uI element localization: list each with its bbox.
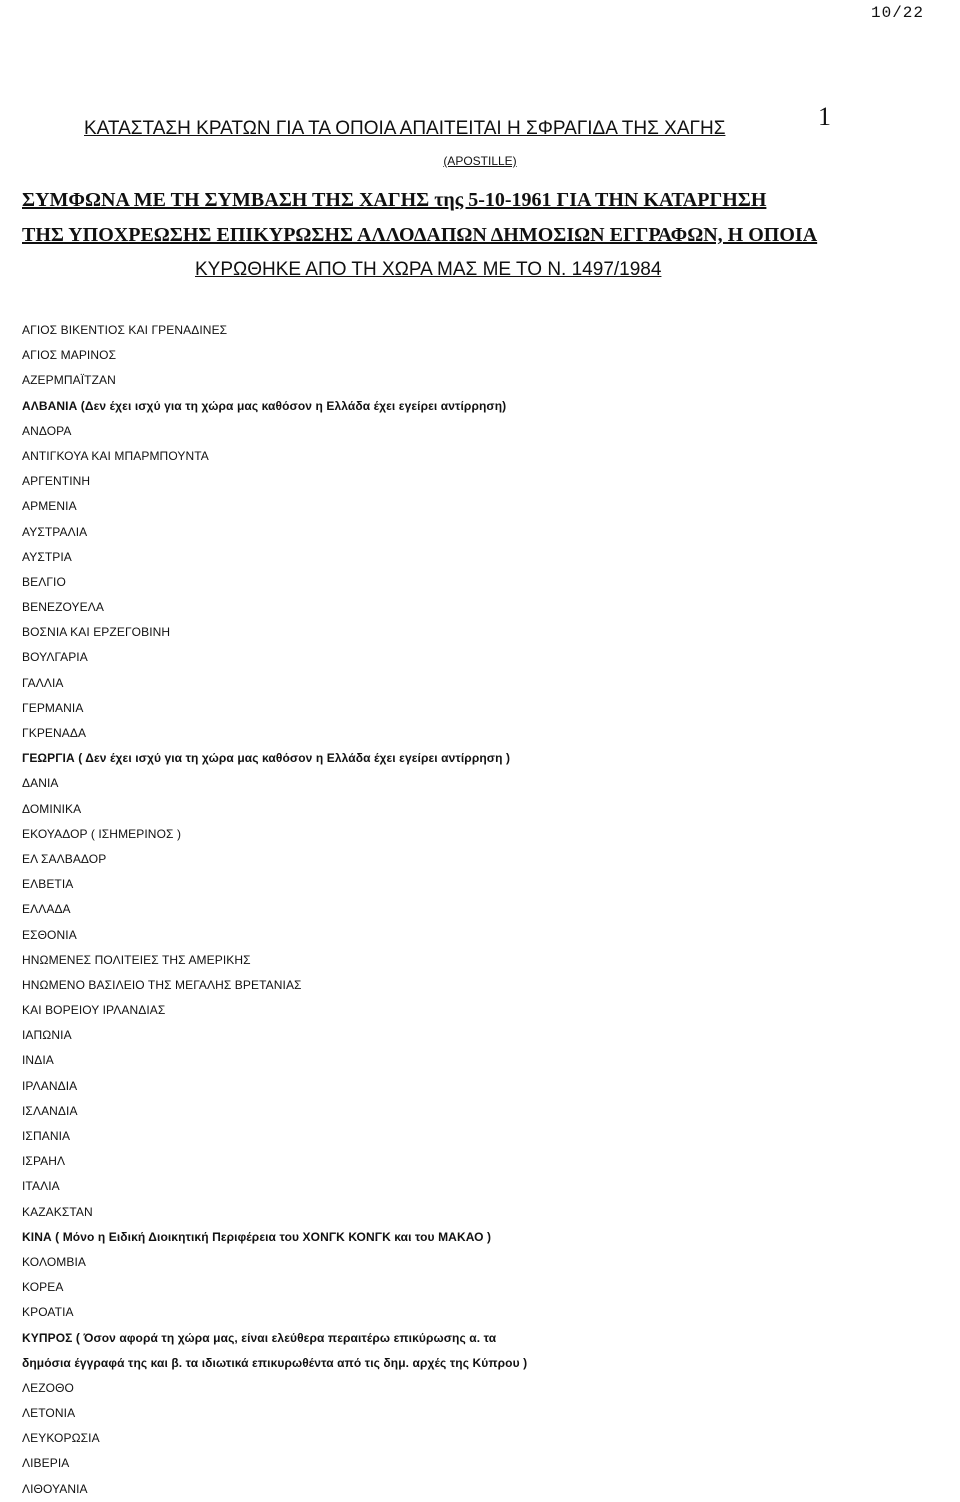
country-item — [22, 1275, 952, 1300]
country-name: ΙΡΛΑΝΔΙΑ — [22, 1078, 78, 1093]
country-name: ΑΓΙΟΣ ΜΑΡΙΝΟΣ — [22, 348, 117, 363]
country-name: ΑΛΒΑΝΙΑ — [22, 398, 78, 413]
country-item — [22, 645, 952, 670]
country-name: ΕΛΒΕΤΙΑ — [22, 877, 74, 892]
country-item — [22, 1401, 952, 1426]
country-name: ΕΛ ΣΑΛΒΑΔΟΡ — [22, 851, 107, 866]
country-name: ΛΙΘΟΥΑΝΙΑ — [22, 1481, 88, 1496]
section-number: 1 — [818, 102, 831, 131]
country-item — [22, 973, 952, 998]
country-item — [22, 1250, 952, 1275]
country-item — [22, 1149, 952, 1174]
country-name: ΑΥΣΤΡΙΑ — [22, 549, 72, 564]
country-item — [22, 1300, 952, 1325]
country-note: ( Δεν έχει ισχύ για τη χώρα μας καθόσον η Ελλάδα έχει εγείρει αντίρρηση ) — [74, 751, 511, 766]
country-item — [22, 671, 952, 696]
country-note: ( Όσον αφορά τη χώρα μας, είναι ελεύθερα περαιτέρω επικύρωσης α. τα — [72, 1330, 497, 1345]
country-list — [22, 318, 952, 1502]
country-item — [22, 343, 952, 368]
country-item — [22, 318, 952, 343]
country-name: ΙΤΑΛΙΑ — [22, 1179, 60, 1194]
country-item — [22, 1048, 952, 1073]
country-item — [22, 721, 952, 746]
country-name: ΛΕΥΚΟΡΩΣΙΑ — [22, 1431, 100, 1446]
country-item — [22, 1174, 952, 1199]
country-item — [22, 1376, 952, 1401]
country-name: ΚΡΟΑΤΙΑ — [22, 1305, 74, 1320]
country-item — [22, 897, 952, 922]
country-name: ΒΟΣΝΙΑ ΚΑΙ ΕΡΖΕΓΟΒΙΝΗ — [22, 625, 171, 640]
heading-line-3: ΣΥΜΦΩΝΑ ΜΕ ΤΗ ΣΥΜΒΑΣΗ ΤΗΣ ΧΑΓΗΣ της 5-10-1961 ΓΙΑ ΤΗΝ ΚΑΤΑΡΓΗΣΗ — [22, 189, 767, 211]
country-item — [22, 696, 952, 721]
country-item — [22, 998, 952, 1023]
country-name: ΚΥΠΡΟΣ — [22, 1330, 73, 1345]
heading-line-1: ΚΑΤΑΣΤΑΣΗ ΚΡΑΤΩΝ ΓΙΑ ΤΑ ΟΠΟΙΑ ΑΠΑΙΤΕΙΤΑΙ Η ΣΦΡΑΓΙΔΑ ΤΗΣ ΧΑΓΗΣ — [84, 118, 726, 139]
country-name: ΒΕΛΓΙΟ — [22, 574, 66, 589]
country-item — [22, 746, 952, 771]
country-item — [22, 1074, 952, 1099]
heading-line-2: (APOSTILLE) — [443, 154, 517, 168]
country-name: ΑΖΕΡΜΠΑΪΤΖΑΝ — [22, 373, 116, 388]
country-name: ΗΝΩΜΕΝΕΣ ΠΟΛΙΤΕΙΕΣ ΤΗΣ ΑΜΕΡΙΚΗΣ — [22, 952, 251, 967]
country-item — [22, 797, 952, 822]
country-note: ( Μόνο η Ειδική Διοικητική Περιφέρεια του ΧΟΝΓΚ ΚΟΝΓΚ και του ΜΑΚΑΟ ) — [51, 1229, 492, 1244]
country-name: ΛΙΒΕΡΙΑ — [22, 1456, 70, 1471]
country-item — [22, 1351, 952, 1376]
country-name: ΚΙΝΑ — [22, 1229, 52, 1244]
country-name: ΚΟΛΟΜΒΙΑ — [22, 1254, 86, 1269]
country-item — [22, 847, 952, 872]
country-name: ΙΣΠΑΝΙΑ — [22, 1129, 71, 1143]
country-name: ΚΑΙ ΒΟΡΕΙΟΥ ΙΡΛΑΝΔΙΑΣ — [22, 1003, 166, 1018]
country-item — [22, 444, 952, 469]
country-name: ΓΑΛΛΙΑ — [22, 675, 64, 690]
country-name: ΙΝΔΙΑ — [22, 1053, 54, 1068]
country-note: (Δεν έχει ισχύ για τη χώρα μας καθόσον η Ελλάδα έχει εγείρει αντίρρηση) — [77, 398, 507, 413]
country-name: ΕΣΘΟΝΙΑ — [22, 927, 77, 942]
country-item — [22, 1326, 952, 1351]
country-name: ΑΓΙΟΣ ΒΙΚΕΝΤΙΟΣ ΚΑΙ ΓΡΕΝΑΔΙΝΕΣ — [22, 323, 228, 337]
country-item — [22, 1225, 952, 1250]
country-item — [22, 595, 952, 620]
country-name: ΔΟΜΙΝΙΚΑ — [22, 801, 82, 816]
country-name: ΓΕΡΜΑΝΙΑ — [22, 700, 84, 715]
country-name: ΚΑΖΑΚΣΤΑΝ — [22, 1204, 93, 1219]
country-name: ΑΡΜΕΝΙΑ — [22, 499, 77, 514]
page-number: 10/22 — [870, 4, 924, 22]
country-name: ΕΚΟΥΑΔΟΡ ( ΙΣΗΜΕΡΙΝΟΣ ) — [22, 826, 182, 841]
country-item — [22, 1426, 952, 1451]
country-item — [22, 1200, 952, 1225]
country-name: ΕΛΛΑΔΑ — [22, 902, 71, 917]
country-item — [22, 948, 952, 973]
country-name: ΒΕΝΕΖΟΥΕΛΑ — [22, 600, 104, 615]
country-name: ΑΝΔΟΡΑ — [22, 423, 72, 438]
country-item — [22, 923, 952, 948]
country-name: ΓΚΡΕΝΑΔΑ — [22, 726, 87, 740]
country-name: ΚΟΡΕΑ — [22, 1280, 64, 1295]
country-name: ΛΕΤΟΝΙΑ — [22, 1406, 76, 1421]
country-item — [22, 368, 952, 393]
country-name: ΑΝΤΙΓΚΟΥΑ ΚΑΙ ΜΠΑΡΜΠΟΥΝΤΑ — [22, 448, 209, 463]
country-name: ΛΕΖΟΘΟ — [22, 1380, 74, 1395]
country-item — [22, 771, 952, 796]
country-item — [22, 469, 952, 494]
country-item — [22, 1477, 952, 1502]
country-name: ΙΣΡΑΗΛ — [22, 1154, 66, 1169]
country-note: δημόσια έγγραφά της και β. τα ιδιωτικά επικυρωθέντα από τις δημ. αρχές της Κύπρου ) — [22, 1355, 528, 1370]
country-name: ΗΝΩΜΕΝΟ ΒΑΣΙΛΕΙΟ ΤΗΣ ΜΕΓΑΛΗΣ ΒΡΕΤΑΝΙΑΣ — [22, 977, 302, 992]
country-name: ΙΣΛΑΝΔΙΑ — [22, 1103, 78, 1118]
country-name: ΔΑΝΙΑ — [22, 776, 59, 791]
country-item — [22, 1099, 952, 1124]
country-item — [22, 872, 952, 897]
country-item — [22, 394, 952, 419]
country-item — [22, 620, 952, 645]
country-item — [22, 1023, 952, 1048]
country-item — [22, 520, 952, 545]
country-name: ΙΑΠΩΝΙΑ — [22, 1028, 72, 1043]
country-name: ΑΡΓΕΝΤΙΝΗ — [22, 474, 91, 489]
country-name: ΒΟΥΛΓΑΡΙΑ — [22, 650, 88, 665]
country-item — [22, 419, 952, 444]
country-item — [22, 570, 952, 595]
country-item — [22, 494, 952, 519]
heading-line-5: ΚΥΡΩΘΗΚΕ ΑΠΟ ΤΗ ΧΩΡΑ ΜΑΣ ΜΕ ΤΟ Ν. 1497/1984 — [195, 259, 662, 280]
country-item — [22, 1451, 952, 1476]
heading-line-4: ΤΗΣ ΥΠΟΧΡΕΩΣΗΣ ΕΠΙΚΥΡΩΣΗΣ ΑΛΛΟΔΑΠΩΝ ΔΗΜΟΣΙΩΝ ΕΓΓΡΑΦΩΝ, Η ΟΠΟΙΑ — [22, 224, 818, 246]
country-name: ΓΕΩΡΓΙΑ — [22, 751, 75, 766]
country-item — [22, 545, 952, 570]
country-name: ΑΥΣΤΡΑΛΙΑ — [22, 524, 88, 539]
country-item — [22, 1124, 952, 1149]
country-item — [22, 822, 952, 847]
